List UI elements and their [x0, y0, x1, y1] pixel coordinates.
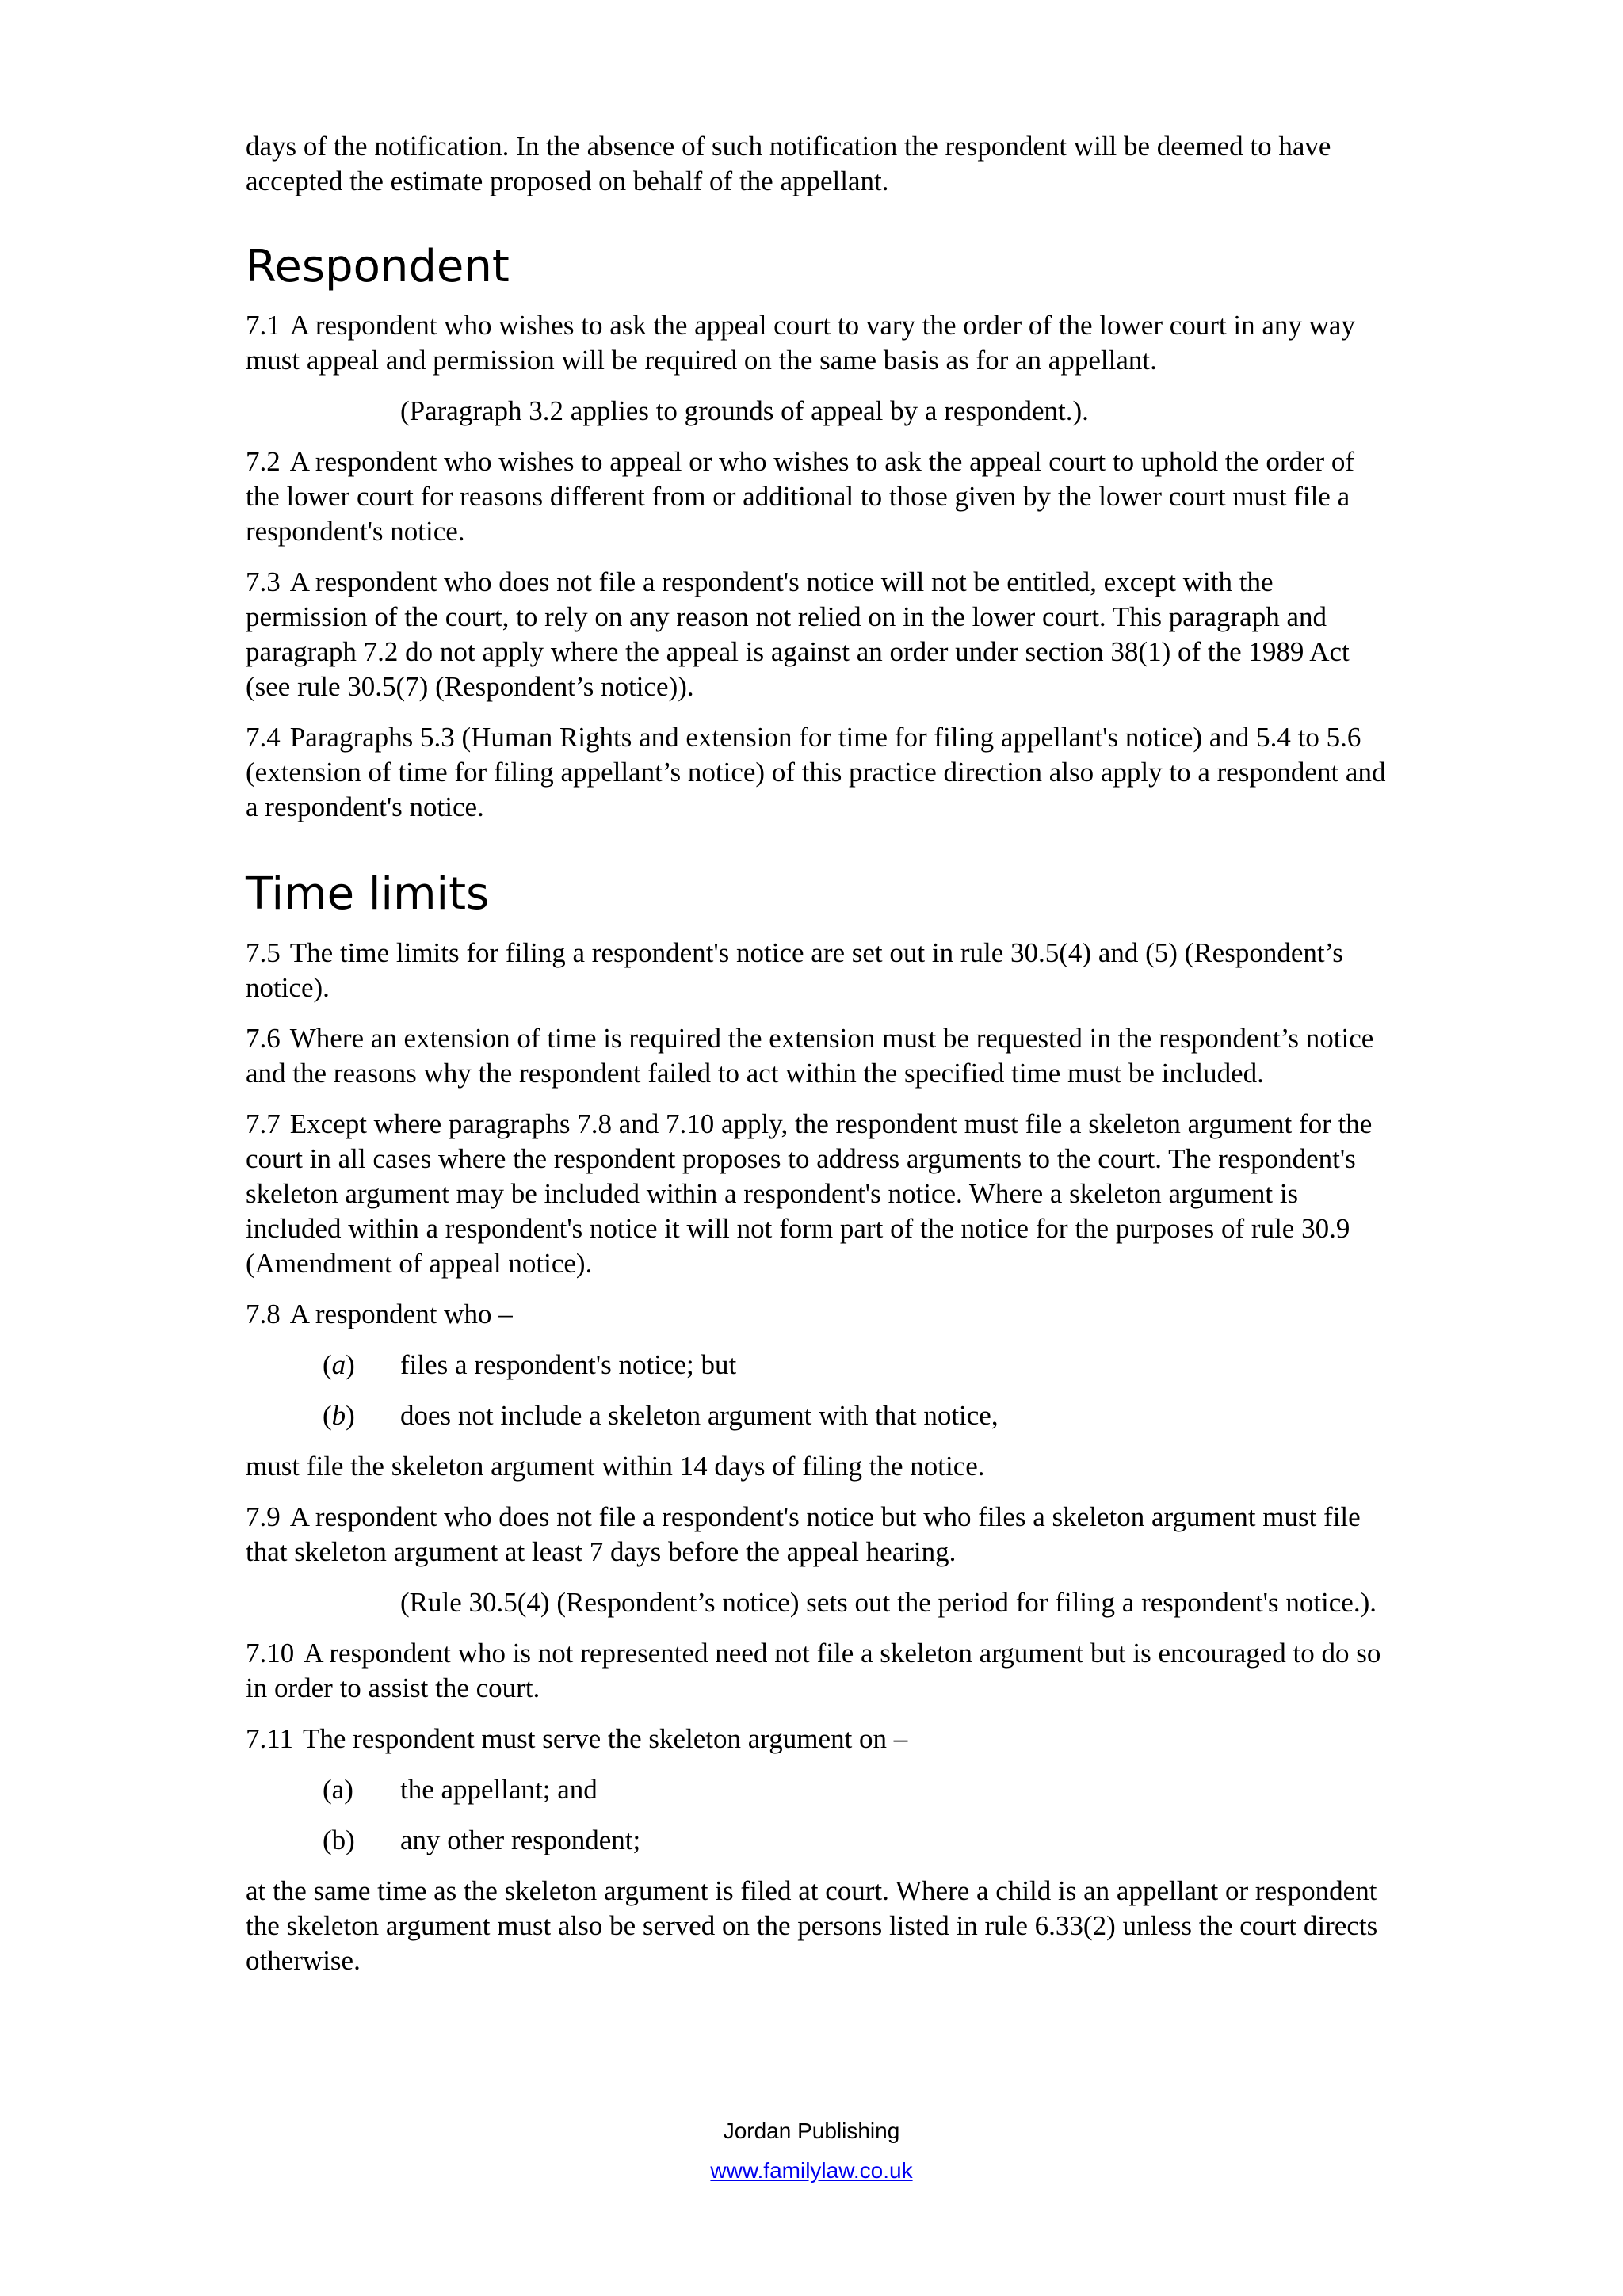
paragraph-7-8-closing: must file the skeleton argument within 14 days of filing the notice.	[246, 1451, 985, 1482]
list-marker: (a)	[323, 1349, 355, 1380]
paragraph-text: Paragraphs 5.3 (Human Rights and extension for time for filing appellant's notice) and 5.4 to 5.6 (extension of time for filing appellant’s notice) of this practice direction also apply to a respondent and a respondent's notice.	[246, 722, 1386, 822]
paragraph-7-1	[246, 308, 1391, 378]
paragraph-number: 7.9	[246, 1501, 281, 1532]
paragraph-text: A respondent who does not file a respondent's notice will not be entitled, except with the permission of the court, to rely on any reason not relied on in the lower court. This paragraph and paragraph 7.2 do not apply where the appeal is against an order under section 38(1) of the 1989 Act (see rule 30.5(7) (Respondent’s notice)).	[246, 566, 1350, 702]
paragraph-7-8	[246, 1297, 1391, 1332]
paragraph-text: A respondent who wishes to appeal or who wishes to ask the appeal court to uphold the order of the lower court for reasons different from or additional to those given by the lower court must file a respondent's notice.	[246, 446, 1355, 547]
document-page	[246, 129, 1391, 1994]
list-item	[246, 1772, 1391, 1807]
list-item-text: does not include a skeleton argument with that notice,	[400, 1400, 999, 1431]
paragraph-7-3	[246, 565, 1391, 704]
paragraph-number: 7.11	[246, 1723, 293, 1754]
note-paragraph-3-2: (Paragraph 3.2 applies to grounds of appeal by a respondent.).	[400, 395, 1089, 426]
paragraph-7-11-closing: at the same time as the skeleton argument is filed at court. Where a child is an appellant or respondent the skeleton argument must also be served on the persons listed in rule 6.33(2) unless the court directs otherwise.	[246, 1875, 1378, 1976]
paragraph-text: A respondent who is not represented need not file a skeleton argument but is encouraged to do so in order to assist the court.	[246, 1638, 1381, 1703]
list-item-text: any other respondent;	[400, 1825, 641, 1855]
list-marker: (b)	[323, 1825, 355, 1855]
paragraph-7-9	[246, 1500, 1391, 1569]
paragraph-text: The time limits for filing a respondent's notice are set out in rule 30.5(4) and (5) (Respondent’s notice).	[246, 937, 1343, 1003]
list-marker: (a)	[323, 1774, 353, 1805]
heading-time-limits: Time limits	[246, 868, 490, 920]
paragraph-number: 7.2	[246, 446, 281, 477]
list-item	[246, 1398, 1391, 1433]
paragraph-7-2	[246, 444, 1391, 549]
paragraph-number: 7.10	[246, 1638, 295, 1669]
paragraph-text: The respondent must serve the skeleton argument on –	[302, 1723, 908, 1754]
paragraph-number: 7.7	[246, 1108, 281, 1139]
paragraph-number: 7.5	[246, 937, 281, 968]
paragraph-text: A respondent who wishes to ask the appeal court to vary the order of the lower court in any way must appeal and permission will be required on the same basis as for an appellant.	[246, 310, 1355, 376]
heading-respondent: Respondent	[246, 241, 510, 292]
list-item-text: files a respondent's notice; but	[400, 1349, 737, 1380]
list-item	[246, 1823, 1391, 1858]
list-marker: (b)	[323, 1400, 355, 1431]
paragraph-number: 7.3	[246, 566, 281, 597]
list-item	[246, 1348, 1391, 1383]
list-item-text: the appellant; and	[400, 1774, 598, 1805]
paragraph-number: 7.8	[246, 1299, 281, 1329]
paragraph-number: 7.1	[246, 310, 281, 341]
paragraph-7-5	[246, 936, 1391, 1005]
paragraph-7-6	[246, 1021, 1391, 1091]
paragraph-7-10	[246, 1636, 1391, 1706]
paragraph-7-11	[246, 1722, 1391, 1756]
paragraph-number: 7.4	[246, 722, 281, 753]
paragraph-text: Except where paragraphs 7.8 and 7.10 apply, the respondent must file a skeleton argument for the court in all cases where the respondent proposes to address arguments to the court. The respondent's skeleton argument may be included within a respondent's notice. Where a skeleton argument is included within a respondent's notice it will not form part of the notice for the purposes of rule 30.9 (Amendment of appeal notice).	[246, 1108, 1373, 1279]
paragraph-text: A respondent who –	[289, 1299, 513, 1329]
paragraph-number: 7.6	[246, 1023, 281, 1054]
paragraph-text: Where an extension of time is required the extension must be requested in the respondent’s notice and the reasons why the respondent failed to act within the specified time must be included.	[246, 1023, 1374, 1089]
intro-paragraph: days of the notification. In the absence of such notification the respondent will be deemed to have accepted the estimate proposed on behalf of the appellant.	[246, 131, 1331, 196]
paragraph-text: A respondent who does not file a respondent's notice but who files a skeleton argument must file that skeleton argument at least 7 days before the appeal hearing.	[246, 1501, 1361, 1567]
footer-publisher: Jordan Publishing	[723, 2119, 900, 2143]
footer-website-link[interactable]: www.familylaw.co.uk	[710, 2158, 913, 2183]
page-footer	[0, 2117, 1623, 2185]
paragraph-7-4	[246, 720, 1391, 825]
note-rule-30-5: (Rule 30.5(4) (Respondent’s notice) sets out the period for filing a respondent's notice.).	[400, 1587, 1377, 1618]
paragraph-7-7	[246, 1107, 1391, 1281]
